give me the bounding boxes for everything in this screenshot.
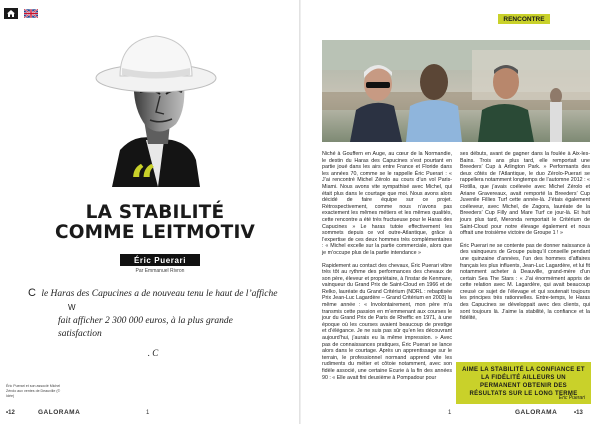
pull-quote-text: AIME LA STABILITÉ LA CONFIANCE ET LA FIDÉLITÉ AILLEURS UN PERMANENT OBTENIR DES RÉSULTATS SUR LE LONG TERME <box>462 367 585 397</box>
footer-marker-left: 1 <box>146 410 150 416</box>
headline-line-2: COMME LEITMOTIV <box>54 222 256 243</box>
home-icon <box>7 10 15 17</box>
pull-quote-signature: Éric Puerari <box>558 395 585 401</box>
headline-line-1: LA STABILITÉ <box>85 202 225 223</box>
column-1-paragraph-1: Niché à Gouffern en Auge, au cœur de la Normandie, le destin du Haras des Capucines s’est pourtant en partie joué dans les airs entre France et Floride dans les années 70, comme se le rappelle Éric Puerari : « J’ai rencontré Michel Zérolo au cours d’un vol Paris-Miami. Nous avons vite sympathisé avec Michel, qui était plus dans le courtage que moi. Nous avons alors décidé de faire équipe sur ce projet. Rétrospectivement, comme nous n’avons pas exactement les mêmes métiers et les mêmes qualités, cette rencontre a été très fructueuse pour le Haras des Capucines » Le haras tutoie effectivement les sommets depuis ce vol outre-Atlantique, grâce à l’expertise de ces deux hommes très complémentaires : « Michel excelle sur la partie commerciale, alors que je m’occupe plus de la partie intendance » <box>322 151 452 256</box>
intro-dropcap: C <box>28 287 36 299</box>
intro-line-2: fait afficher 2 300 000 euros, à la plus grande satisfaction <box>58 316 233 339</box>
intro-line-1: le Haras des Capucines a de nouveau tenu le haut de l’affiche <box>41 289 278 299</box>
footer-brand-right: GALORAMA <box>515 409 558 416</box>
author-name-bar: Éric Puerari <box>120 254 200 266</box>
quote-mark: “ <box>130 155 157 209</box>
page-fold <box>299 0 301 424</box>
intro-tail: . C <box>147 348 159 358</box>
footer-brand-left: GALORAMA <box>38 409 81 416</box>
article-intro <box>28 287 278 341</box>
article-column-2 <box>460 151 590 328</box>
intro-mark: W <box>68 303 76 312</box>
headline <box>40 203 270 243</box>
column-2-paragraph-1: ses débuts, avant de gagner dans la foulée à Aix-les-Bains. Trois ans plus tard, elle remportait une Breeders’ Cup à Arlington Park. » Performants des deux côtés de l’Atlantique, le duo Zérolo-Puerari se rappellera notamment longtemps de l’automne 2012 : « Flotilla, que j’avais coélevée avec Michel Zérolo et Ariane Gravereaux, avait remporté la Breeders’ Cup Juvenile Fillies Turf cette année-là. J’étais également coéleveur, avec Michel, de Zagora, lauréate de la Breeders’ Cup Filly and Mare Turf ce jour-là. Et huit jours plus tard, Meronda remportait le Critérium de Saint-Cloud pour notre élevage également et nous offrait une troisième victoire de Groupe 1 ! » <box>460 151 590 237</box>
uk-flag-icon[interactable] <box>24 9 38 18</box>
article-column-1 <box>322 151 452 387</box>
photo-caption: Éric Puerari et son associé Michel Zérolo aux ventes de Deauville (© Idée) <box>6 384 61 398</box>
page-number-right: •13 <box>574 410 583 416</box>
column-1-paragraph-2: Rapidement au contact des chevaux, Éric Puerari vibre très tôt au rythme des performances des chevaux de son père, éleveur et propriétaire, à l’instar de Kenmare, vainqueur du Grand Prix de Saint-Cloud en 1966 et de Relko, lauréate du Grand Critérium (NDRL : rebaptisée Prix Jean-Luc Lagardère – Grand Critérium en 2003) la même année : « Involontairement, mon père m’a transmis cette passion en m’emmenant aux courses le jour du Grand Prix de Paris de Rheffic en 1971, à une époque où les courses avaient beaucoup de prestige et d’élégance. Je ne suis pas sûr qu’en les découvrant aujourd’hui, j’aurais eu la même impression. » Avec pas de connaissances pratiques, Éric Puerari se lance alors dans le courtage. Après un apprentissage sur le terrain, le professionnel normand apprend vite les rudiments du métier et côtoie notamment, avec son fidèle associé, une certaine Ecurie à la fin des années 90 : « Elle avait fini deuxième à Pompadour pour <box>322 262 452 381</box>
column-2-paragraph-2: Éric Puerari ne se contente pas de donner naissance à des vainqueurs de Groupe puisqu’il conseille pendant une quinzaine d’années, l’un des hommes d’affaires français les plus influents, Jean-Luc Lagardère, et lui fit notamment acheter à Deauville, grand-mère d’un certain Sea The Stars : « J’ai énormément appris de cette relation avec M. Lagardère, qui avait beaucoup creusé ce sujet de l’élevage et qui soutenait toujours les principes très rationnelles. Entre-temps, le Haras des Capucines se développait avec des clients, qui sont toujours là. J’aime la stabilité, la confiance et la fidélité, <box>460 242 590 322</box>
footer-marker-right: 1 <box>448 410 452 416</box>
pull-quote-box <box>456 362 591 404</box>
home-button[interactable] <box>4 8 18 19</box>
byline: Par Emmanuel Rivron <box>135 268 185 274</box>
page-number-left: •12 <box>6 410 15 416</box>
horse-sale-photo <box>322 40 590 142</box>
portrait-illustration <box>94 22 224 187</box>
section-tab: RENCONTRE <box>498 14 550 24</box>
